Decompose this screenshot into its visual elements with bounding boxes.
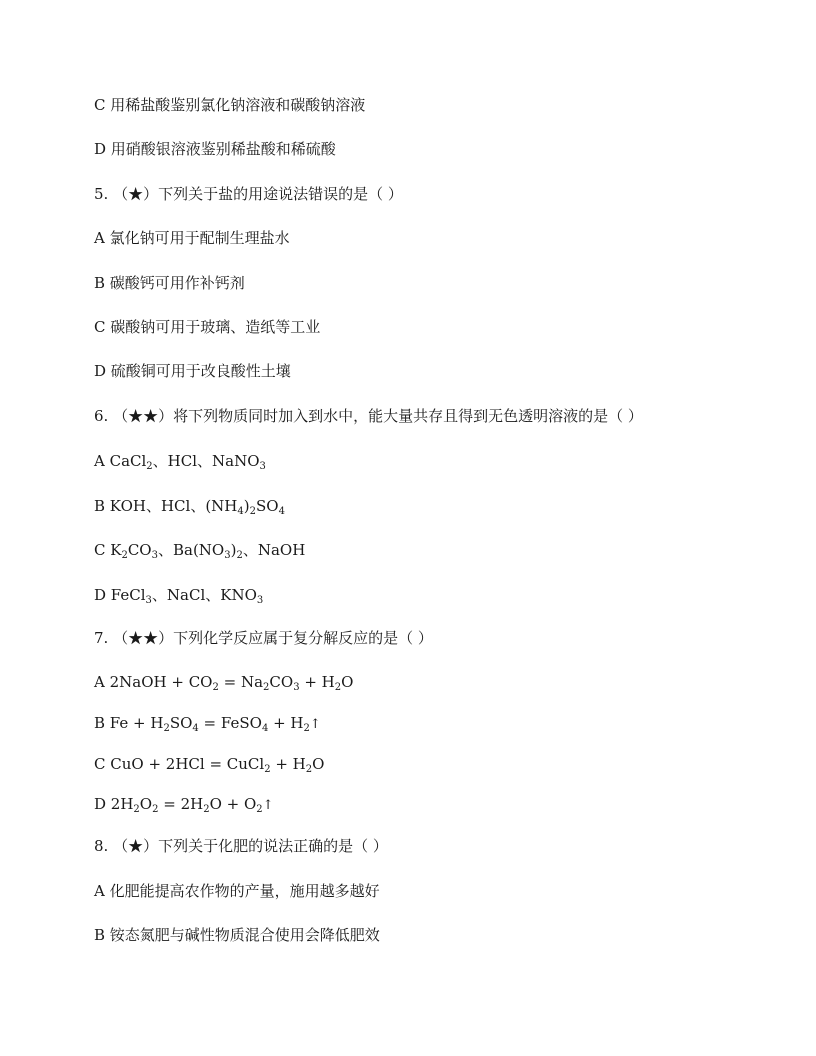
option-d-q7: D $2H_2O_2 = 2H_2O$ + $O_2↑$ <box>94 795 274 815</box>
option-b-q8: B 铵态氮肥与碱性物质混合使用会降低肥效 <box>94 926 380 944</box>
option-d-q6: D FeCl$_3$、NaCl、$KNO_3$ <box>94 586 264 606</box>
question-7: 7. （★★）下列化学反应属于复分解反应的是（ ） <box>94 629 433 647</box>
option-a-q6: A CaCl$_2$、HCl、NaNO$_3$ <box>94 452 266 472</box>
option-a-q5: A 氯化钠可用于配制生理盐水 <box>94 229 290 247</box>
option-d-q5: D 硫酸铜可用于改良酸性土壤 <box>94 362 291 380</box>
option-b-q7: B $Fe + H_2SO_4$ = FeSO$_4$ + $H_2↑$ <box>94 714 321 734</box>
gas-arrow-icon: ↑ <box>262 798 274 813</box>
option-c-q7: C CuO + 2HCl = CuCl$_2$ + $H_2O$ <box>94 755 325 775</box>
option-b-q5: B 碳酸钙可用作补钙剂 <box>94 274 245 292</box>
option-c-q5: C 碳酸钠可用于玻璃、造纸等工业 <box>94 318 321 336</box>
option-c-q4: C 用稀盐酸鉴别氯化钠溶液和碳酸钠溶液 <box>94 96 366 114</box>
option-c-q6: C $K_2CO_3$、$Ba(NO_3)_2$、NaOH <box>94 541 306 561</box>
option-b-q6: B KOH、HCl、$(NH_4)_2SO_4$ <box>94 497 285 517</box>
option-a-q7: A 2NaOH + $CO_2 = Na_2CO_3 + H_2O$ <box>94 673 354 693</box>
question-6: 6. （★★）将下列物质同时加入到水中，能大量共存且得到无色透明溶液的是（ ） <box>94 407 643 425</box>
option-a-q8: A 化肥能提高农作物的产量，施用越多越好 <box>94 882 380 900</box>
option-d-q4: D 用硝酸银溶液鉴别稀盐酸和稀硫酸 <box>94 140 336 158</box>
gas-arrow-icon: ↑ <box>309 717 321 732</box>
question-5: 5. （★）下列关于盐的用途说法错误的是（ ） <box>94 185 403 203</box>
question-8: 8. （★）下列关于化肥的说法正确的是（ ） <box>94 837 388 855</box>
